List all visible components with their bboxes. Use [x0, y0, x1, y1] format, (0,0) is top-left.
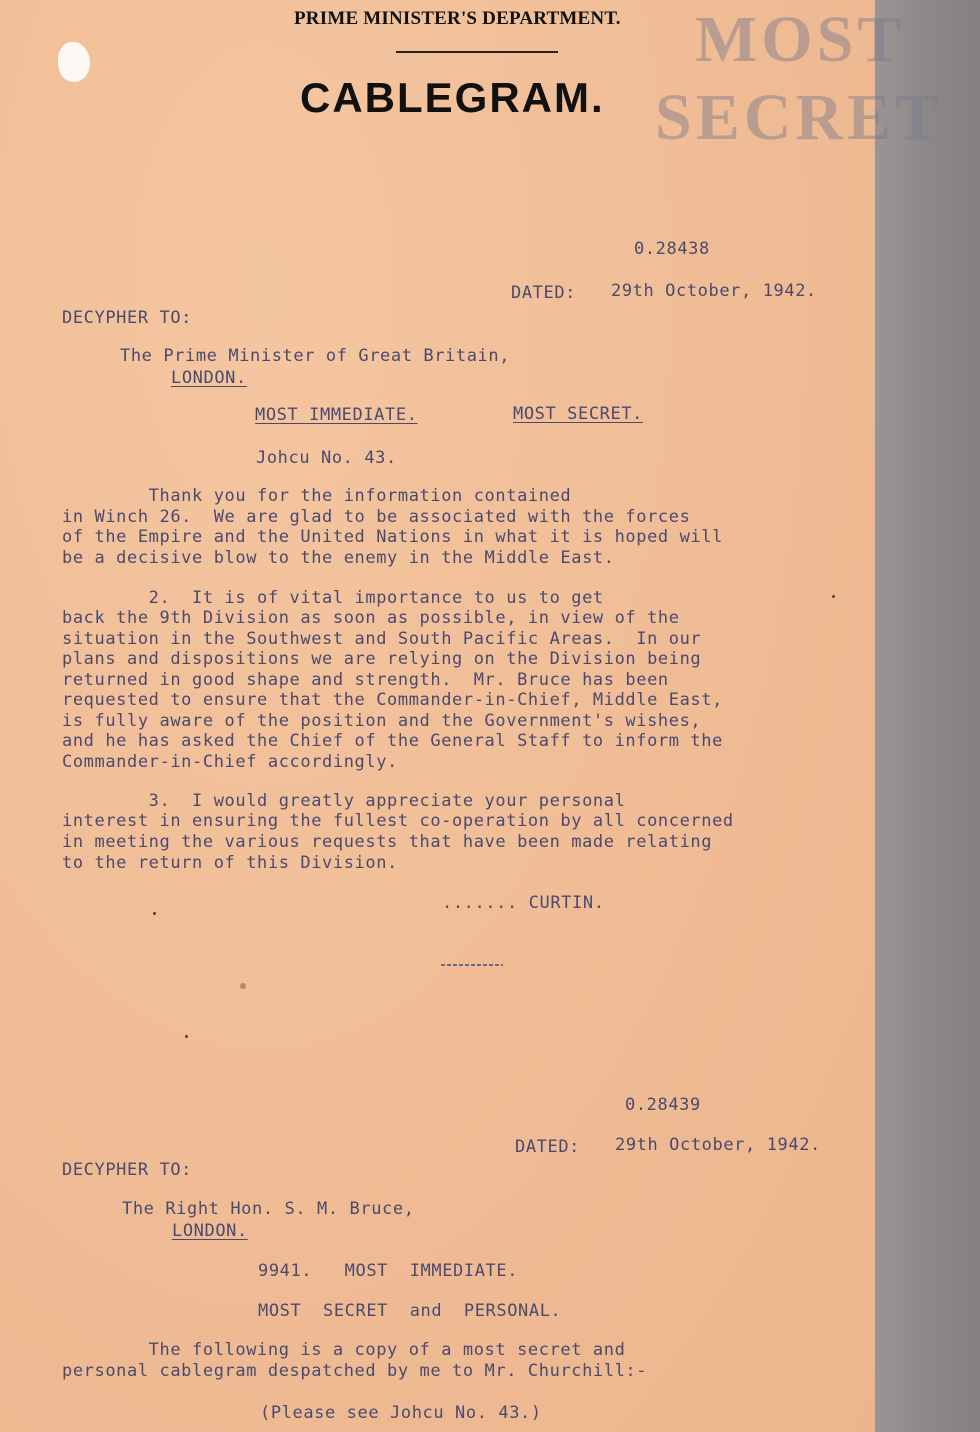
dated-label: DATED: [515, 1137, 581, 1157]
page-edge-strip [875, 0, 980, 1432]
body-line: returned in good shape and strength. Mr. Bruce has been [62, 670, 669, 690]
body-line: of the Empire and the United Nations in what it is hoped will [62, 527, 723, 547]
body-line: back the 9th Division as soon as possible, in view of the [62, 608, 680, 628]
classification-secret: MOST SECRET. [513, 404, 644, 424]
classification-line: 9941. MOST IMMEDIATE. [258, 1261, 519, 1281]
dated-value: 29th October, 1942. [611, 281, 817, 301]
most-secret-stamp-line1: MOST [695, 3, 906, 76]
cable-number: 0.28438 [634, 239, 710, 259]
classification-immediate: MOST IMMEDIATE. [255, 405, 418, 425]
stain-spot [240, 983, 246, 989]
reference-note: (Please see Johcu No. 43.) [260, 1403, 542, 1423]
body-line: in Winch 26. We are glad to be associated with the forces [62, 507, 691, 527]
body-line: interest in ensuring the fullest co-operation by all concerned [62, 811, 734, 831]
punch-hole [58, 42, 90, 82]
body-line: situation in the Southwest and South Pacific Areas. In our [62, 629, 702, 649]
most-secret-stamp-line2: SECRET [655, 81, 944, 154]
addressee-line: The Prime Minister of Great Britain, [120, 346, 511, 366]
decypher-to-label: DECYPHER TO: [62, 308, 193, 328]
body-line: Commander-in-Chief accordingly. [62, 752, 398, 772]
body-line: The following is a copy of a most secret and [62, 1340, 626, 1360]
ink-speck [185, 1035, 188, 1038]
addressee-city: LONDON. [171, 368, 247, 388]
body-line: requested to ensure that the Commander-in-Chief, Middle East, [62, 690, 723, 710]
decypher-to-label: DECYPHER TO: [62, 1160, 193, 1180]
dated-value: 29th October, 1942. [615, 1135, 821, 1155]
body-line: to the return of this Division. [62, 853, 398, 873]
department-heading: PRIME MINISTER'S DEPARTMENT. [294, 8, 621, 29]
cable-number: 0.28439 [625, 1095, 701, 1115]
dated-label: DATED: [511, 283, 577, 303]
body-line: 2. It is of vital importance to us to get [62, 588, 604, 608]
addressee-line: The Right Hon. S. M. Bruce, [122, 1199, 415, 1219]
separator-dash [441, 964, 503, 966]
body-line: and he has asked the Chief of the General Staff to inform the [62, 731, 723, 751]
body-line: 3. I would greatly appreciate your personal [62, 791, 626, 811]
body-line: Thank you for the information contained [62, 486, 572, 506]
ink-speck [153, 912, 156, 915]
cable-reference: Johcu No. 43. [256, 448, 397, 468]
document-title: CABLEGRAM. [300, 74, 605, 121]
body-line: in meeting the various requests that have been made relating [62, 832, 713, 852]
ink-speck [832, 595, 835, 598]
body-line: be a decisive blow to the enemy in the Middle East. [62, 548, 615, 568]
body-line: plans and dispositions we are relying on the Division being [62, 649, 702, 669]
body-line: is fully aware of the position and the Government's wishes, [62, 711, 702, 731]
heading-rule [396, 51, 558, 53]
body-line: personal cablegram despatched by me to Mr. Churchill:- [62, 1361, 648, 1381]
signature: ....... CURTIN. [442, 893, 605, 913]
addressee-city: LONDON. [172, 1221, 248, 1241]
classification-line: MOST SECRET and PERSONAL. [258, 1301, 562, 1321]
